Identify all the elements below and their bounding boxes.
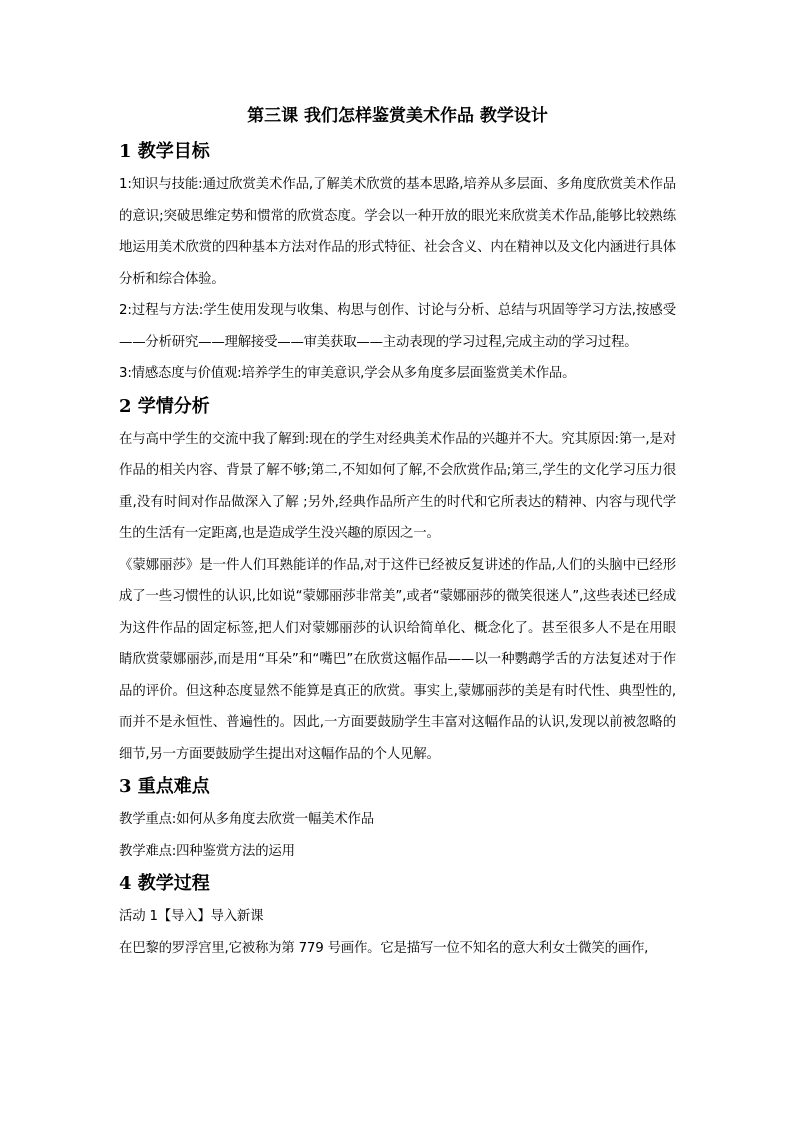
section-teaching-process (119, 867, 676, 964)
paragraph: 在与高中学生的交流中我了解到:现在的学生对经典美术作品的兴趣并不大。究其原因:第一,是对作品的相关内容、背景了解不够;第二,不知如何了解,不会欣赏作品;第三,学生的文化学习压力很重,没有时间对作品做深入了解 ;另外,经典作品所产生的时代和它所表达的精神、内容与现代学生的生活有一定距离,也是造成学生没兴趣的原因之一。 (119, 431, 676, 541)
paragraph: 在巴黎的罗浮宫里,它被称为第 779 号画作。它是描写一位不知名的意大利女士微笑的画作, (119, 940, 649, 956)
paragraph: 教学重点:如何从多角度去欣赏一幅美术作品 (119, 812, 374, 827)
paragraph: 3:情感态度与价值观:培养学生的审美意识,学会从多角度多层面鉴赏美术作品。 (119, 366, 576, 381)
document-body (119, 101, 676, 964)
section-learner-analysis (119, 390, 676, 771)
paragraph: 1:知识与技能:通过欣赏美术作品,了解美术欣赏的基本思路,培养从多层面、多角度欣赏美术作品的意识;突破思维定势和惯常的欣赏态度。学会以一种开放的眼光来欣赏美术作品,能够比较熟练地运用美术欣赏的四种基本方法对作品的形式特征、社会含义、内在精神以及文化内涵进行具体分析和综合体验。 (119, 177, 676, 287)
section-key-points (119, 770, 676, 867)
document-title: 第三课 我们怎样鉴赏美术作品 教学设计 (247, 106, 548, 126)
section-teaching-objectives (119, 135, 676, 390)
section-heading: 1 教学目标 (119, 141, 210, 162)
paragraph: 活动 1【导入】导入新课 (119, 909, 264, 924)
section-heading: 2 学情分析 (119, 395, 210, 417)
section-heading: 3 重点难点 (119, 776, 210, 797)
paragraph: 教学难点:四种鉴赏方法的运用 (119, 843, 295, 859)
section-heading: 4 教学过程 (119, 873, 210, 894)
paragraph: 《蒙娜丽莎》是一件人们耳熟能详的作品,对于这件已经被反复讲述的作品,人们的头脑中已经形成了一些习惯性的认识,比如说“蒙娜丽莎非常美”,或者“蒙娜丽莎的微笑很迷人”,这些表述已经成为这件作品的固定标签,把人们对蒙娜丽莎的认识给简单化、概念化了。甚至很多人不是在用眼睛欣赏蒙娜丽莎,而是用“耳朵”和“嘴巴”在欣赏这幅作品——以一种鹦鹉学舌的方法复述对于作品的评价。但这种态度显然不能算是真正的欣赏。事实上,蒙娜丽莎的美是有时代性、典型性的,而并不是永恒性、普遍性的。因此,一方面要鼓励学生丰富对这幅作品的认识,发现以前被忽略的细节,另一方面要鼓励学生提出对这幅作品的个人见解。 (119, 557, 676, 762)
paragraph: 2:过程与方法:学生使用发现与收集、构思与创作、讨论与分析、总结与巩固等学习方法,按感受——分析研究——理解接受——审美获取——主动表现的学习过程,完成主动的学习过程。 (119, 303, 676, 350)
